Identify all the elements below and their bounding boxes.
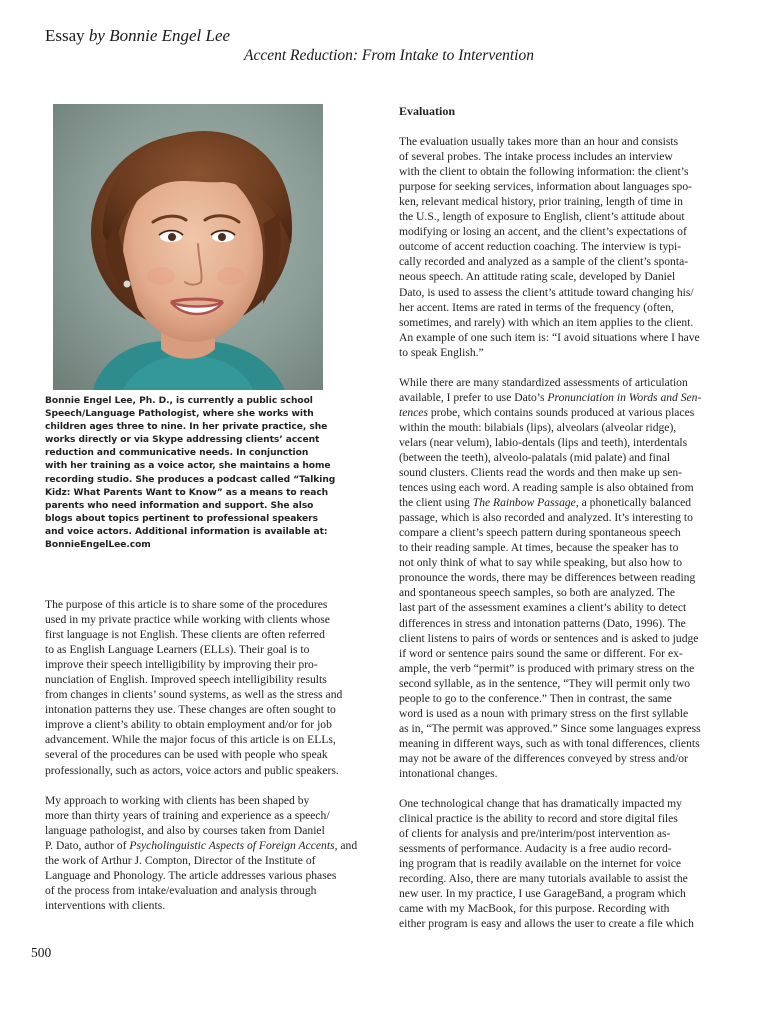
left-column	[45, 597, 387, 928]
assessment-text-3: , a phonetically balanced passage, which is also recorded and analyzed. It’s interesting to compare a client’s speech pattern during spontaneous speech to their reading sample. At times, because the speaker has to not only think of what to say while speaking, but also how to pronounce the words, there may be differences between reading and spontaneous speech samples, so both are analyzed. The last part of the assessment examines a client’s ability to detect differences in stress and intonation patterns (Dato, 1996). The client listens to pairs of words or sentences and is asked to judge if word or sentence pairs sound the same or different. For ex- ample, the verb “permit” is produced with primary stress on the second syllable, as in the sentence, “They will permit only two people to go to the conference.” Then in contrast, the same word is used as a noun with primary stress on the first syllable as in, “The permit was approved.” Since some languages express meaning in different ways, such as with tonal differences, clients may not be aware of the differences conveyed by stress and/or intonational changes.	[399, 496, 701, 780]
approach-paragraph	[45, 793, 387, 913]
kicker-label: Essay	[45, 26, 85, 45]
intro-paragraph: The purpose of this article is to share some of the procedures used in my private practice while working with clients whose first language is not English. These clients are often referred to as English Language Learners (ELLs). Their goal is to improve their speech intelligibility by improving their pro- nunciation of English. Improved speech intelligibility results from changes in clients’ sound systems, as well as the stress and intonation patterns they use. These changes are often sought to improve a client’s ability to obtain employment and/or for job advancement. While the major focus of this article is on ELLs, several of the procedures can be used with people who speak professionally, such as actors, voice actors and public speakers.	[45, 598, 343, 777]
article-title: Accent Reduction: From Intake to Intervention	[244, 47, 534, 64]
assessment-text-1: While there are many standardized assessments of articulation available, I prefer to use Dato’s	[399, 375, 688, 404]
author-photo	[53, 104, 323, 390]
kicker-author: by Bonnie Engel Lee	[88, 26, 231, 45]
essay-kicker	[45, 26, 230, 46]
probe-title: Pronunciation in Words and Sen- tences	[399, 390, 702, 419]
assessment-paragraph	[399, 375, 739, 781]
technology-paragraph: One technological change that has dramatically impacted my clinical practice is the ability to record and store digital files of clients for analysis and pre/interim/post intervention as- sessments of performance. Audacity is a free audio record- ing program that is readily available on the internet for voice recording. Also, there are many tutorials available to assist the new user. In my practice, I use GarageBand, a program which came with my MacBook, for this purpose. Recording with either program is easy and allows the user to create a file which	[399, 797, 694, 931]
passage-title: The Rainbow Passage	[472, 496, 576, 510]
section-heading: Evaluation	[399, 104, 456, 118]
approach-text-1: My approach to working with clients has been shaped by more than thirty years of training and experience as a speech/ language pathologist, and also by courses taken from Daniel P. Dato, author of	[45, 793, 330, 852]
book-title: Psycholinguistic Aspects of Foreign Accents	[129, 838, 335, 852]
page-number: 500	[31, 945, 52, 960]
right-column	[399, 104, 739, 946]
evaluation-paragraph: The evaluation usually takes more than an hour and consists of several probes. The intake process includes an interview with the client to obtain the following information: the client’s purpose for seeking services, information about languages spo- ken, relevant medical history, prior training, length of time in the U.S., length of exposure to English, client’s attitude about modifying or losing an accent, and the client’s expectations of outcome of accent reduction coaching. The interview is typi- cally recorded and analyzed as a sample of the client’s sponta- neous speech. An attitude rating scale, developed by Daniel Dato, is used to assess the client’s attitude toward changing his/ her accent. Items are rated in terms of the frequency (often, sometimes, and rarely) with which an item applies to the client. An example of one such item is: “I avoid situations where I have to speak English.”	[399, 135, 700, 359]
approach-text-2: , and the work of Arthur J. Compton, Director of the Institute of Language and Phonology. The article addresses various phases of the process from intake/evaluation and analysis through interventions with clients.	[45, 838, 358, 912]
assessment-text-2: probe, which contains sounds produced at various places within the mouth: bilabials (lips), alveolars (alveolar ridge), velars (near velum), labio-dentals (lips and teeth), interdentals (between the teeth), alveolo-palatals (mid palate) and final sound clusters. Clients read the words and then make up sen- tences using each word. A reading sample is also obtained from the client using	[399, 405, 695, 510]
author-bio: Bonnie Engel Lee, Ph. D., is currently a public school Speech/Language Pathologist, where she works with children ages three to nine. In her private practice, she works directly or via Skype addressing clients’ accent reduction and communicative needs. In conjunction with her training as a voice actor, she maintains a home recording studio. She produces a podcast called “Talking Kidz: What Parents Want to Know” as a means to reach parents who need information and support. She also blogs about topics pertinent to professional speakers and voice actors. Additional information is available at: BonnieEngelLee.com	[45, 396, 336, 551]
